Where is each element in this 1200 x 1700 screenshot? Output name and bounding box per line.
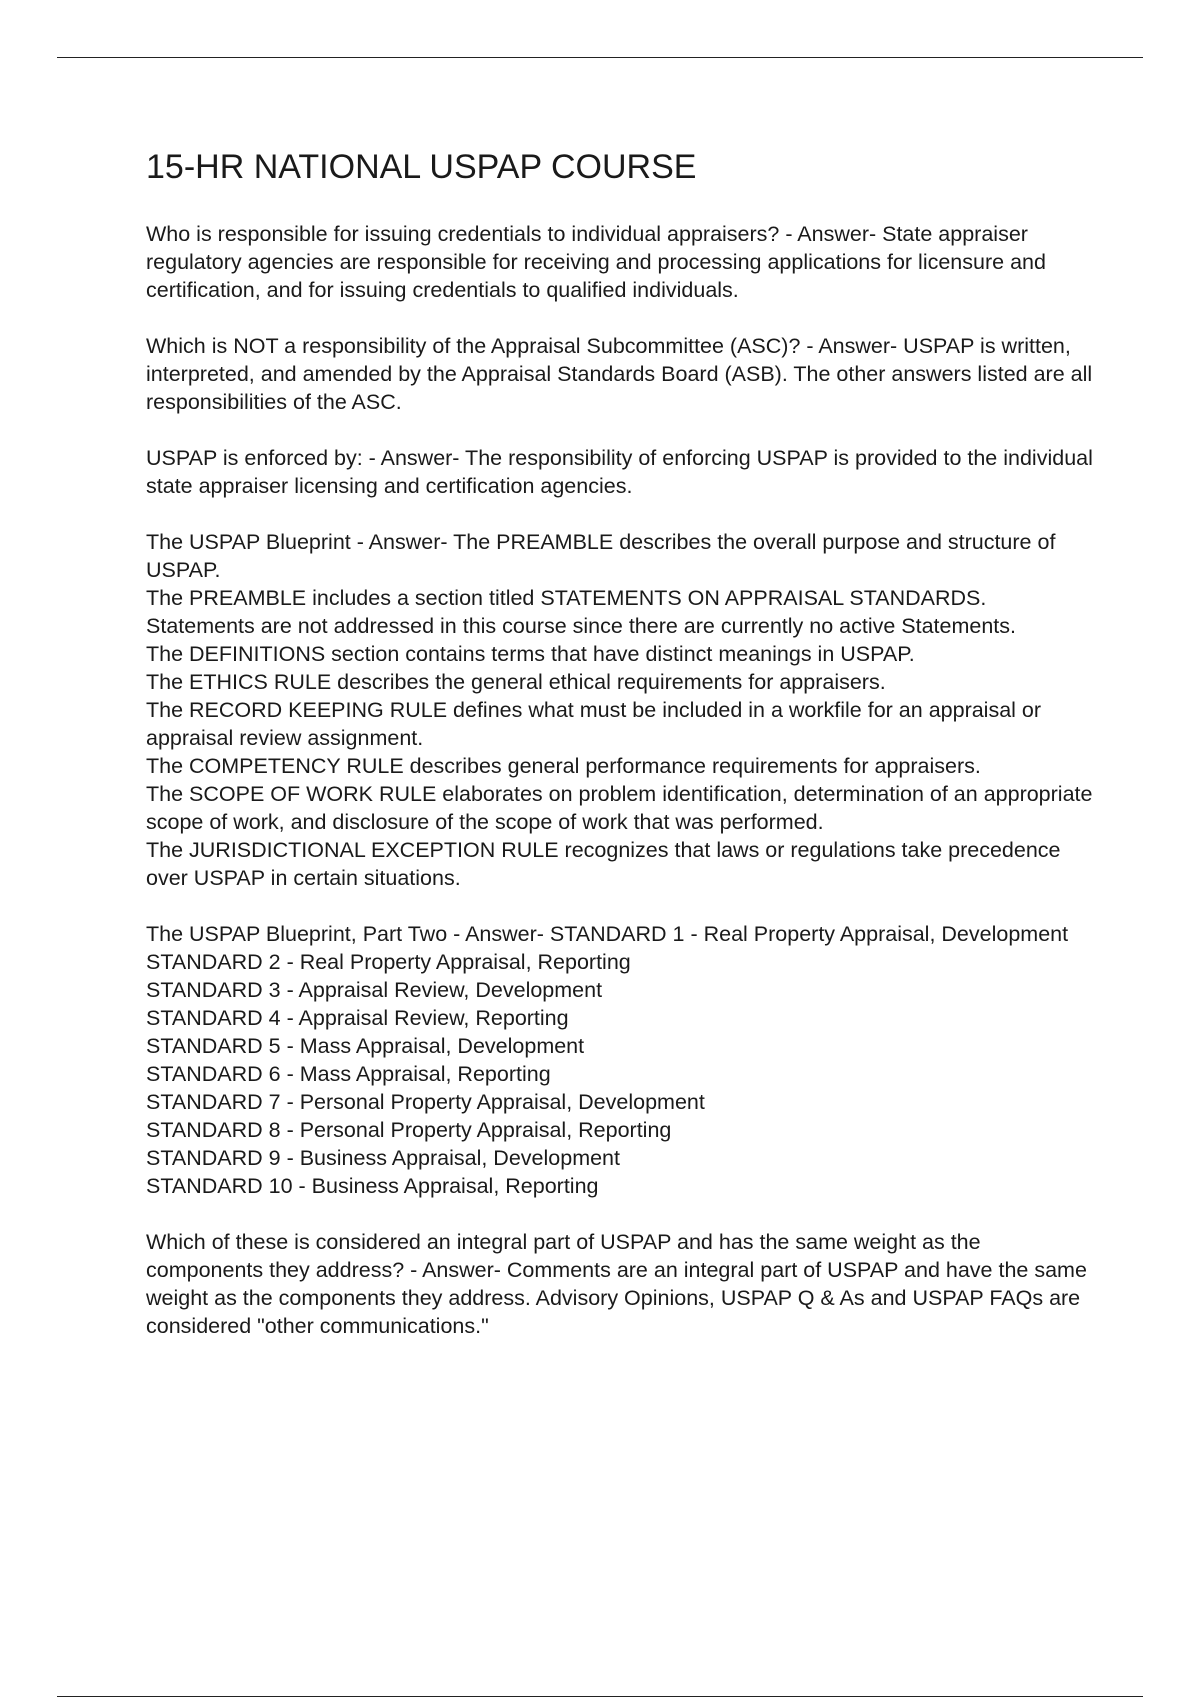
qa-text: Who is responsible for issuing credentials to individual appraisers? - Answer- State appraiser regulatory agencies are responsible for receiving and processing applications for licensure and certification, and for issuing credentials to qualified individuals.: [146, 222, 1046, 302]
qa-text: The RECORD KEEPING RULE defines what must be included in a workfile for an appraisal or appraisal review assignment.: [146, 698, 1042, 750]
standard-line: STANDARD 4 - Appraisal Review, Reporting: [146, 1006, 569, 1030]
standard-line: STANDARD 8 - Personal Property Appraisal, Reporting: [146, 1118, 672, 1142]
qa-entry-enforcement: [146, 444, 1096, 500]
qa-entry-credentials: [146, 220, 1096, 304]
document-body: [146, 140, 1096, 1368]
qa-text: The DEFINITIONS section contains terms that have distinct meanings in USPAP.: [146, 642, 915, 666]
qa-entry-blueprint: [146, 528, 1096, 892]
qa-text: The ETHICS RULE describes the general ethical requirements for appraisers.: [146, 670, 886, 694]
qa-text: Which of these is considered an integral part of USPAP and has the same weight as the components they address? - Answer- Comments are an integral part of USPAP and have the same weight as the components they address. Advisory Opinions, USPAP Q & As and USPAP FAQs are considered "other communications.": [146, 1230, 1087, 1338]
qa-text: The COMPETENCY RULE describes general performance requirements for appraisers.: [146, 754, 981, 778]
qa-text: USPAP is enforced by: - Answer- The responsibility of enforcing USPAP is provided to the individual state appraiser licensing and certification agencies.: [146, 446, 1093, 498]
bottom-divider: [57, 1696, 1143, 1697]
standard-line: STANDARD 10 - Business Appraisal, Reporting: [146, 1174, 599, 1198]
qa-entry-blueprint-part-two: [146, 920, 1096, 1200]
qa-text: The JURISDICTIONAL EXCEPTION RULE recognizes that laws or regulations take precedence over USPAP in certain situations.: [146, 838, 1061, 890]
standard-line: STANDARD 6 - Mass Appraisal, Reporting: [146, 1062, 551, 1086]
top-divider: [57, 57, 1143, 58]
standard-line: STANDARD 9 - Business Appraisal, Development: [146, 1146, 620, 1170]
qa-text: The USPAP Blueprint, Part Two - Answer- STANDARD 1 - Real Property Appraisal, Development: [146, 922, 1069, 946]
document-title: 15-HR NATIONAL USPAP COURSE: [146, 148, 697, 186]
qa-text: The SCOPE OF WORK RULE elaborates on problem identification, determination of an appropriate scope of work, and disclosure of the scope of work that was performed.: [146, 782, 1093, 834]
standard-line: STANDARD 7 - Personal Property Appraisal, Development: [146, 1090, 705, 1114]
standard-line: STANDARD 3 - Appraisal Review, Development: [146, 978, 603, 1002]
qa-text: The USPAP Blueprint - Answer- The PREAMBLE describes the overall purpose and structure of USPAP.: [146, 530, 1056, 582]
standard-line: STANDARD 2 - Real Property Appraisal, Reporting: [146, 950, 631, 974]
standard-line: STANDARD 5 - Mass Appraisal, Development: [146, 1034, 585, 1058]
qa-text: The PREAMBLE includes a section titled STATEMENTS ON APPRAISAL STANDARDS. Statements are not addressed in this course since there are currently no active Statements.: [146, 586, 1017, 638]
qa-entry-comments: [146, 1228, 1096, 1340]
qa-text: Which is NOT a responsibility of the Appraisal Subcommittee (ASC)? - Answer- USPAP is written, interpreted, and amended by the Appraisal Standards Board (ASB). The other answers listed are all responsibilities of the ASC.: [146, 334, 1093, 414]
qa-entry-asc: [146, 332, 1096, 416]
